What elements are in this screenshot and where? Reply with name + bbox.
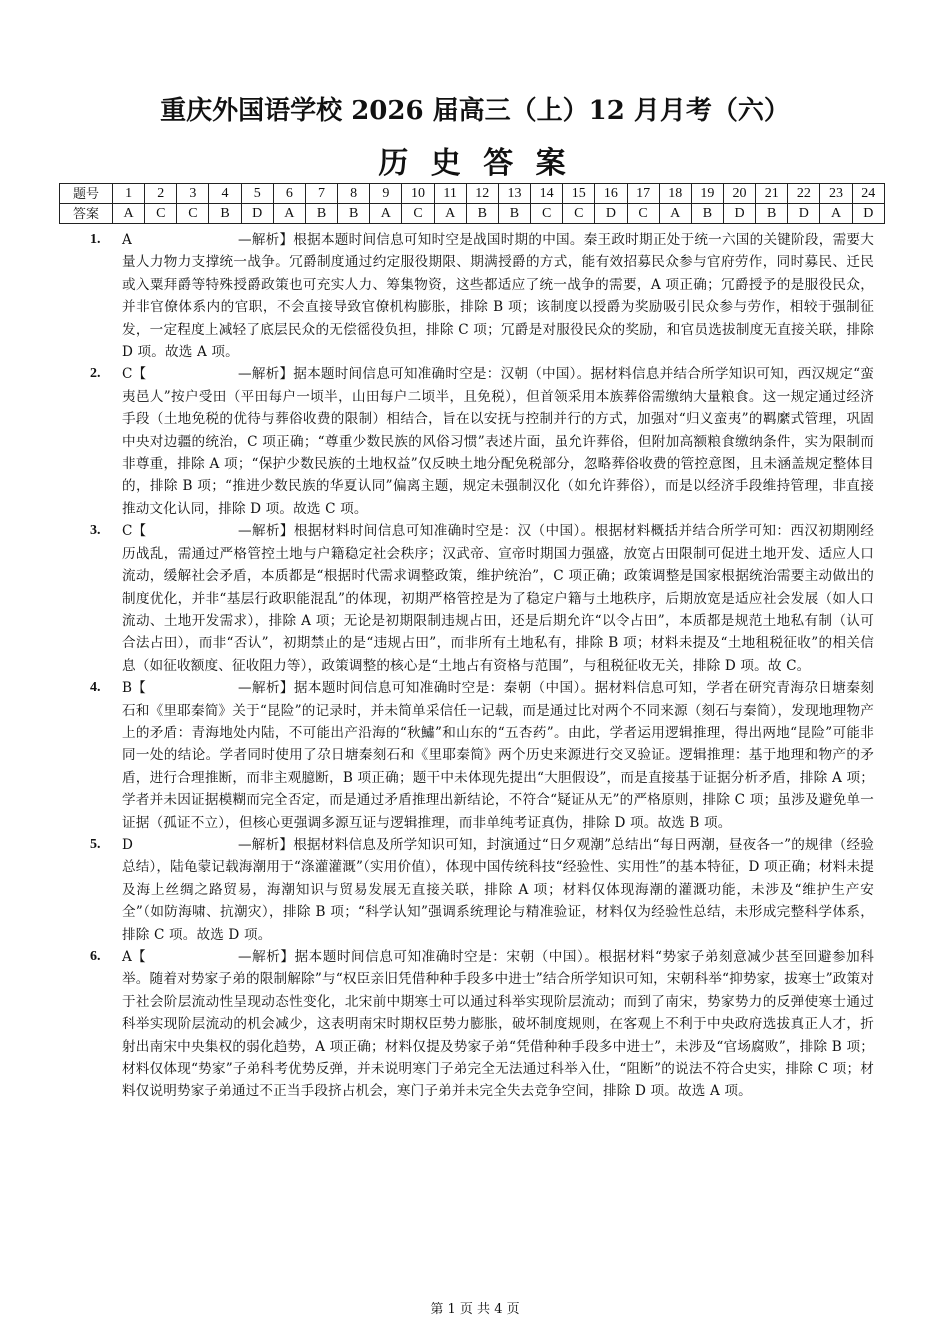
item-number: 2. <box>90 366 101 382</box>
question-number-cell: 9 <box>370 184 402 204</box>
item-explanation: —解析】据本题时间信息可知准确时空是：汉朝（中国）。据材料信息并结合所学知识可知，西汉规定“蛮夷邑人”按户受田（平田每户一顷半，山田每户二顷半，且免税），但首领采用本族葬俗需缴纳大量粮食。这一规定通过经济手段（土地免税的优待与葬俗收费的限制）相结合，旨在以安抚与控制并行的方式，加强对“归义蛮夷”的羁縻式管理，巩固中央对边疆的统治，C 项正确；“尊重少数民族的风俗习惯”表述片面，虽允许葬俗，但附加高额粮食缴纳条件，实为限制而非尊重，排除 A 项；“保护少数民族的土地权益”仅反映土地分配免税部分，忽略葬俗收费的管控意图，且未涵盖规定整体目的，排除 B 项；“推进少数民族的华夏认同”偏离主题，规定未强制汉化（如允许葬俗），而是以经济手段维持管理，非直接推动文化认同，排除 D 项。故选 C 项。 <box>122 366 874 517</box>
answer-cell: D <box>723 204 755 224</box>
question-number-cell: 19 <box>691 184 723 204</box>
question-number-cell: 24 <box>852 184 884 204</box>
explanation-item <box>84 229 874 363</box>
page-footer: 第 1 页 共 4 页 <box>430 1302 520 1317</box>
item-number: 3. <box>90 523 101 539</box>
item-answer: D <box>122 836 134 853</box>
answer-cell: D <box>241 204 273 224</box>
item-answer: C【 <box>122 366 147 383</box>
answer-cell: C <box>563 204 595 224</box>
item-body <box>122 520 874 677</box>
item-body <box>122 229 874 363</box>
item-explanation: —解析】据本题时间信息可知准确时空是：宋朝（中国）。根据材料“势家子弟刻意减少甚至回避参加科举。随着对势家子弟的限制解除”与“权臣亲旧凭借种种手段多中进士”结合所学知识可知，宋朝科举“抑势家，拔寒士”政策对于社会阶层流动性呈现动态性变化，北宋前中期寒士可以通过科举实现阶层流动；而到了南宋，势家势力的反弹使寒士通过科举实现阶层流动的机会减少，这表明南宋时期权臣势力膨胀，破坏制度规则，在客观上不利于中央政府选拔真正人才，折射出南宋中央集权的弱化趋势，A 项正确；材料仅提及势家子弟“凭借种种手段多中进士”，未涉及“官场腐败”，排除 B 项；材料仅体现“势家”子弟科考优势反弹，并未说明寒门子弟完全无法通过科举入仕，“阻断”的说法不符合史实，排除 C 项；材料仅说明势家子弟通过不正当手段挤占机会，寒门子弟并未完全失去竞争空间，排除 D 项。故选 A 项。 <box>122 949 874 1100</box>
question-number-row <box>60 184 885 204</box>
item-answer: A <box>122 232 132 248</box>
explanation-item <box>84 677 874 834</box>
answer-cell: A <box>434 204 466 224</box>
answer-cell: A <box>273 204 305 224</box>
question-number-cell: 15 <box>563 184 595 204</box>
explanation-item <box>84 834 874 946</box>
question-number-cell: 8 <box>338 184 370 204</box>
question-number-cell: 1 <box>113 184 145 204</box>
answer-cell: D <box>852 204 884 224</box>
answer-cell: D <box>788 204 820 224</box>
answer-cell: C <box>627 204 659 224</box>
answer-cell: A <box>820 204 852 224</box>
answer-cell: B <box>305 204 337 224</box>
question-number-cell: 7 <box>305 184 337 204</box>
item-body <box>122 834 874 946</box>
answer-cell: B <box>691 204 723 224</box>
answer-cell: C <box>402 204 434 224</box>
explanation-item <box>84 946 874 1103</box>
item-answer: C【 <box>122 523 147 540</box>
answer-cell: D <box>595 204 627 224</box>
answer-cell: C <box>531 204 563 224</box>
question-number-cell: 20 <box>723 184 755 204</box>
answer-cell: C <box>177 204 209 224</box>
question-number-cell: 5 <box>241 184 273 204</box>
row-label: 题号 <box>60 184 113 204</box>
item-number: 4. <box>90 680 101 696</box>
question-number-cell: 22 <box>788 184 820 204</box>
answer-cell: A <box>113 204 145 224</box>
answer-cell: B <box>756 204 788 224</box>
question-number-cell: 2 <box>145 184 177 204</box>
question-number-cell: 23 <box>820 184 852 204</box>
item-body <box>122 363 874 520</box>
question-number-cell: 21 <box>756 184 788 204</box>
question-number-cell: 18 <box>659 184 691 204</box>
item-explanation: —解析】根据材料时间信息可知准确时空是：汉（中国）。根据材料概括并结合所学可知：西汉初期刚经历战乱，需通过严格管控土地与户籍稳定社会秩序；汉武帝、宣帝时期国力强盛，放宽占田限制可促进土地开发、适应人口流动，缓解社会矛盾，本质都是“根据时代需求调整政策，维护统治”，C 项正确；政策调整是国家根据统治需要主动做出的制度优化，并非“基层行政职能混乱”的体现，初期严格管控是为了稳定户籍与土地秩序，后期放宽是适应社会发展（如人口流动、土地开发需求），排除 A 项；无论是初期限制违规占田，还是后期允许“以令占田”，本质都是规范土地私有制（认可合法占田），而非“否认”，初期禁止的是“违规占田”，而非所有土地私有，排除 B 项；材料未提及“土地租税征收”的相关信息（如征收额度、征收阻力等），政策调整的核心是“土地占有资格与范围”，与租税征收无关，排除 D 项。故 C。 <box>122 523 874 674</box>
question-number-cell: 16 <box>595 184 627 204</box>
answer-cell: B <box>338 204 370 224</box>
question-number-cell: 14 <box>531 184 563 204</box>
item-explanation: —解析】根据本题时间信息可知时空是战国时期的中国。秦王政时期正处于统一六国的关键阶段，需要大量人力物力支撑统一战争。冗爵制度通过约定服役期限、期满授爵的方式，能有效招募民众参与官府劳作，同时募民、迁民或入粟拜爵等特殊授爵政策也可充实人力、筹集物资，这些都适应了统一战争的需要，A 项正确；冗爵授予的是服役民众，并非官僚体系内的官职，不会直接导致官僚机构膨胀，排除 B 项；该制度以授爵为奖励吸引民众参与劳作，相较于强制征发，一定程度上减轻了底层民众的无偿徭役负担，排除 C 项；冗爵是对服役民众的奖励，和官员选拔制度无直接关联，排除 D 项。故选 A 项。 <box>122 232 874 361</box>
question-number-cell: 17 <box>627 184 659 204</box>
question-number-cell: 11 <box>434 184 466 204</box>
question-number-cell: 12 <box>466 184 498 204</box>
answer-cell: C <box>145 204 177 224</box>
answer-row <box>60 204 885 224</box>
answer-cell: A <box>659 204 691 224</box>
row-label: 答案 <box>60 204 113 224</box>
explanation-item <box>84 363 874 520</box>
answer-cell: B <box>466 204 498 224</box>
item-explanation: —解析】根据材料信息及所学知识可知，封演通过“日夕观潮”总结出“每日两潮，昼夜各一”的规律（经验总结），陆龟蒙记载海潮用于“涤灌灌溉”（实用价值），体现中国传统科技“经验性、实用性”的基本特征，D 项正确；材料未提及海上丝绸之路贸易，海潮知识与贸易发展无直接关联，排除 A 项；材料仅体现海潮的灌溉功能，未涉及“维护生产安全”（如防海啸、抗潮灾），排除 B 项；“科学认知”强调系统理论与精准验证，材料仅为经验性总结，未形成完整科学体系，排除 C 项。故选 D 项。 <box>122 836 874 943</box>
question-number-cell: 13 <box>498 184 530 204</box>
page-title: 重庆外国语学校 2026 届高三（上）12 月月考（六） <box>160 96 790 126</box>
question-number-cell: 4 <box>209 184 241 204</box>
item-number: 5. <box>90 836 101 852</box>
item-body <box>122 677 874 834</box>
explanation-item <box>84 520 874 677</box>
item-answer: B【 <box>122 680 146 697</box>
question-number-cell: 3 <box>177 184 209 204</box>
item-number: 6. <box>90 949 101 964</box>
explanation-list <box>84 229 874 1103</box>
item-explanation: —解析】据本题时间信息可知准确时空是：秦朝（中国）。据材料信息可知，学者在研究青海尕日塘秦刻石和《里耶秦简》关于“昆险”的记录时，并未简单采信任一记载，而是通过比对两个不同来源（刻石与秦简），发现地理物产上的矛盾：青海地处内陆，不可能出产沿海的“秋鱐”和山东的“五杏药”。由此，学者运用逻辑推理，得出两地“昆险”可能非同一处的结论。学者同时使用了尕日塘秦刻石和《里耶秦简》两个历史来源进行交叉验证。逻辑推理：基于地理和物产的矛盾，进行合理推断，而非主观臆断，B 项正确；题干中未体现先提出“大胆假设”，而是直接基于证据分析矛盾，排除 A 项；学者并未因证据模糊而完全否定，而是通过矛盾推理出新结论，不符合“疑证从无”的严格原则，排除 C 项；虽涉及避免单一证据（孤证不立），但核心更强调多源互证与逻辑推理，而非单纯考证真伪，排除 D 项。故选 B 项。 <box>122 680 874 831</box>
page-subtitle: 历 史 答 案 <box>378 146 572 181</box>
answer-cell: B <box>209 204 241 224</box>
question-number-cell: 6 <box>273 184 305 204</box>
question-number-cell: 10 <box>402 184 434 204</box>
item-body <box>122 946 874 1103</box>
answer-cell: B <box>498 204 530 224</box>
item-number: 1. <box>90 232 101 247</box>
item-answer: A【 <box>122 949 146 965</box>
answer-table <box>59 183 885 224</box>
answer-cell: A <box>370 204 402 224</box>
